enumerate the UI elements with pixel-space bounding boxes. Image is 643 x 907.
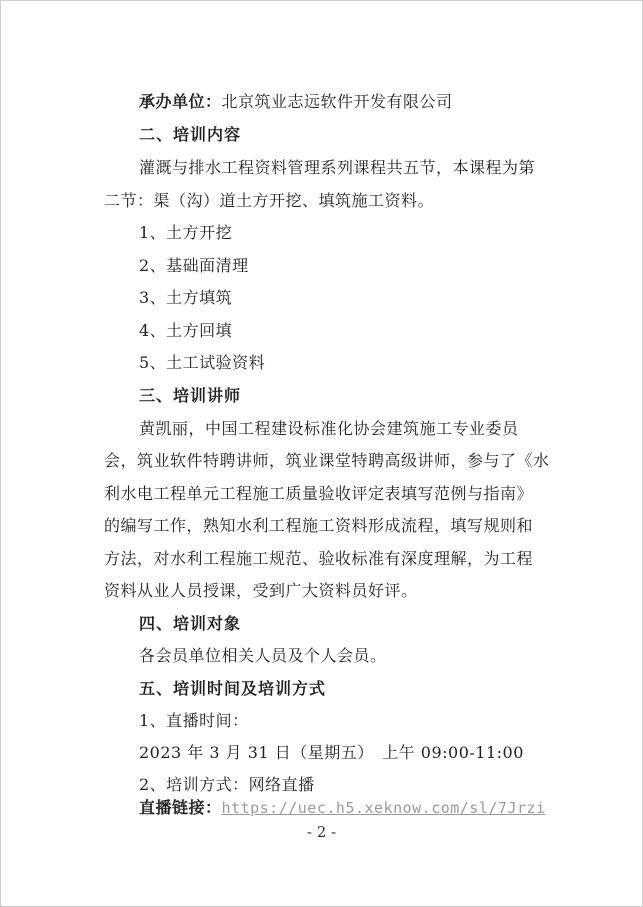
section5-link-line (139, 798, 546, 818)
section2-intro-line2: 二节：渠（沟）道土方开挖、填筑施工资料。 (104, 191, 435, 210)
section4-text: 各会员单位相关人员及个人会员。 (139, 646, 387, 665)
section3-line-4: 的编写工作，熟知水利工程施工资料形成流程，填写规则和 (104, 516, 534, 535)
section3-line-2: 会，筑业软件特聘讲师，筑业课堂特聘高级讲师，参与了《水 (104, 451, 550, 470)
section2-heading: 二、培训内容 (139, 125, 242, 144)
section3-line-1: 黄凯丽，中国工程建设标准化协会建筑施工专业委员 (139, 419, 519, 438)
section2-item-5: 5、土工试验资料 (139, 353, 266, 372)
organizer-line (139, 92, 453, 112)
section4-heading: 四、培训对象 (139, 614, 242, 633)
live-link-label: 直播链接： (139, 798, 222, 817)
section2-item-1: 1、土方开挖 (139, 223, 233, 242)
section5-time-label: 1、直播时间： (139, 711, 249, 730)
section2-intro-line1: 灌溉与排水工程资料管理系列课程共五节，本课程为第 (139, 158, 536, 177)
live-link[interactable]: https://uec.h5.xeknow.com/sl/7Jrzi (221, 799, 546, 817)
organizer-label: 承办单位： (139, 92, 222, 111)
section2-item-4: 4、土方回填 (139, 321, 233, 340)
section3-heading: 三、培训讲师 (139, 386, 242, 405)
section3-line-6: 资料从业人员授课，受到广大资料员好评。 (104, 581, 418, 600)
section2-item-2: 2、基础面清理 (139, 256, 249, 275)
section5-heading: 五、培训时间及培训方式 (139, 679, 327, 698)
section5-time-value: 2023 年 3 月 31 日（星期五） 上午 09:00-11:00 (139, 743, 524, 762)
organizer-value: 北京筑业志远软件开发有限公司 (221, 92, 453, 111)
section3-line-3: 利水电工程单元工程施工质量验收评定表填写范例与指南》 (104, 484, 534, 503)
section2-item-3: 3、土方填筑 (139, 288, 233, 307)
page-number: - 2 - (306, 823, 337, 841)
section3-line-5: 方法，对水利工程施工规范、验收标准有深度理解，为工程 (104, 549, 534, 568)
section5-method: 2、培训方式：网络直播 (139, 775, 315, 794)
